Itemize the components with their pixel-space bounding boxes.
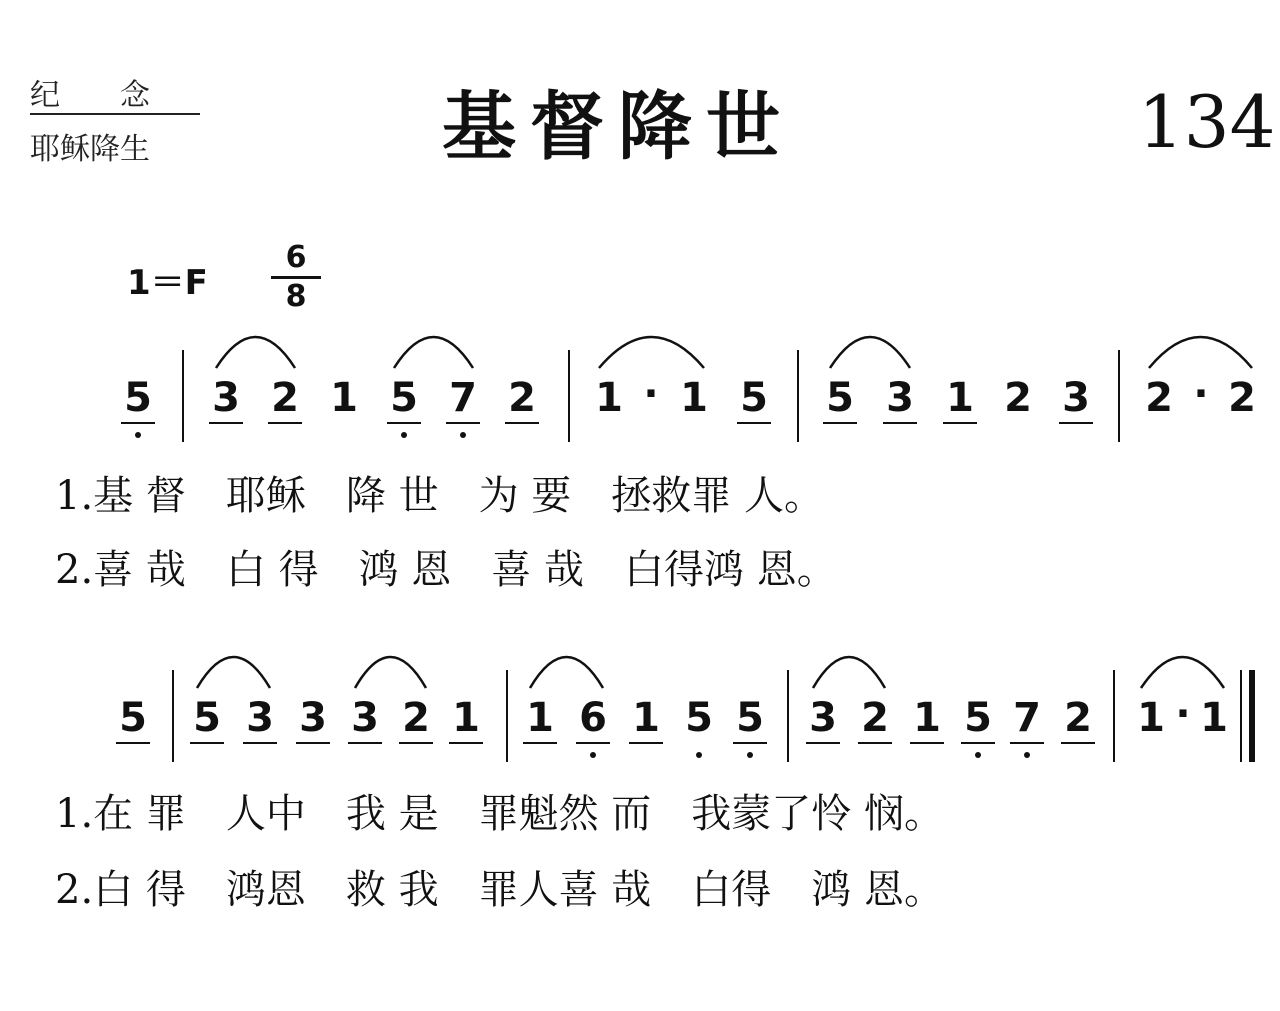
note: 5: [390, 375, 418, 421]
note: 3: [1062, 375, 1090, 421]
subcategory-label: 耶稣降生: [30, 132, 150, 167]
slur: [530, 657, 603, 688]
lyrics-line1-verse2: 2.喜 哉 白 得 鸿 恩 喜 哉 白得鸿 恩。: [55, 547, 837, 593]
note: 2: [1004, 375, 1032, 421]
slur: [599, 337, 704, 368]
note: 5: [124, 375, 152, 421]
lyrics-line2-verse2: 2.白 得 鸿恩 救 我 罪人喜 哉 白得 鸿 恩。: [55, 867, 945, 913]
note: 5: [826, 375, 854, 421]
note: 1: [330, 375, 358, 421]
slur: [813, 657, 885, 688]
augmentation-dot: ·: [1175, 691, 1191, 737]
meter-denominator: 8: [285, 279, 307, 314]
slur: [394, 337, 473, 368]
note: 6: [579, 695, 607, 741]
slur: [830, 337, 910, 368]
note: 1: [680, 375, 708, 421]
note: 2: [1145, 375, 1173, 421]
note: 2: [508, 375, 536, 421]
lyrics-line1-verse1: 1.基 督 耶稣 降 世 为 要 拯救罪 人。: [55, 473, 825, 519]
note: 3: [351, 695, 379, 741]
slur: [197, 657, 270, 688]
hymn-title: 基督降世: [442, 84, 794, 170]
note: 7: [449, 375, 477, 421]
note: 3: [886, 375, 914, 421]
augmentation-dot: ·: [1193, 371, 1209, 417]
note: 2: [1228, 375, 1256, 421]
slur: [1141, 657, 1224, 688]
note: 2: [1064, 695, 1092, 741]
note: 7: [1013, 695, 1041, 741]
key-signature: 1＝F: [127, 263, 208, 303]
note: 5: [685, 695, 713, 741]
note: 5: [740, 375, 768, 421]
note: 5: [736, 695, 764, 741]
note: 1: [1200, 695, 1228, 741]
note: 2: [271, 375, 299, 421]
note: 1: [632, 695, 660, 741]
note: 5: [193, 695, 221, 741]
note: 1: [913, 695, 941, 741]
category-label: 纪 念: [30, 78, 150, 113]
note: 2: [861, 695, 889, 741]
note: 1: [1137, 695, 1165, 741]
slur: [1149, 337, 1252, 368]
note: 3: [299, 695, 327, 741]
augmentation-dot: ·: [643, 371, 659, 417]
note: 1: [595, 375, 623, 421]
lyrics-line2-verse1: 1.在 罪 人中 我 是 罪魁然 而 我蒙了怜 悯。: [55, 791, 945, 837]
note: 5: [964, 695, 992, 741]
slur: [355, 657, 426, 688]
note: 2: [402, 695, 430, 741]
meter-numerator: 6: [285, 240, 307, 275]
note: 1: [946, 375, 974, 421]
note: 5: [119, 695, 147, 741]
hymn-number: 134: [1138, 80, 1276, 164]
note: 3: [246, 695, 274, 741]
slur: [216, 337, 295, 368]
note: 1: [452, 695, 480, 741]
note: 3: [809, 695, 837, 741]
note: 1: [526, 695, 554, 741]
note: 3: [212, 375, 240, 421]
